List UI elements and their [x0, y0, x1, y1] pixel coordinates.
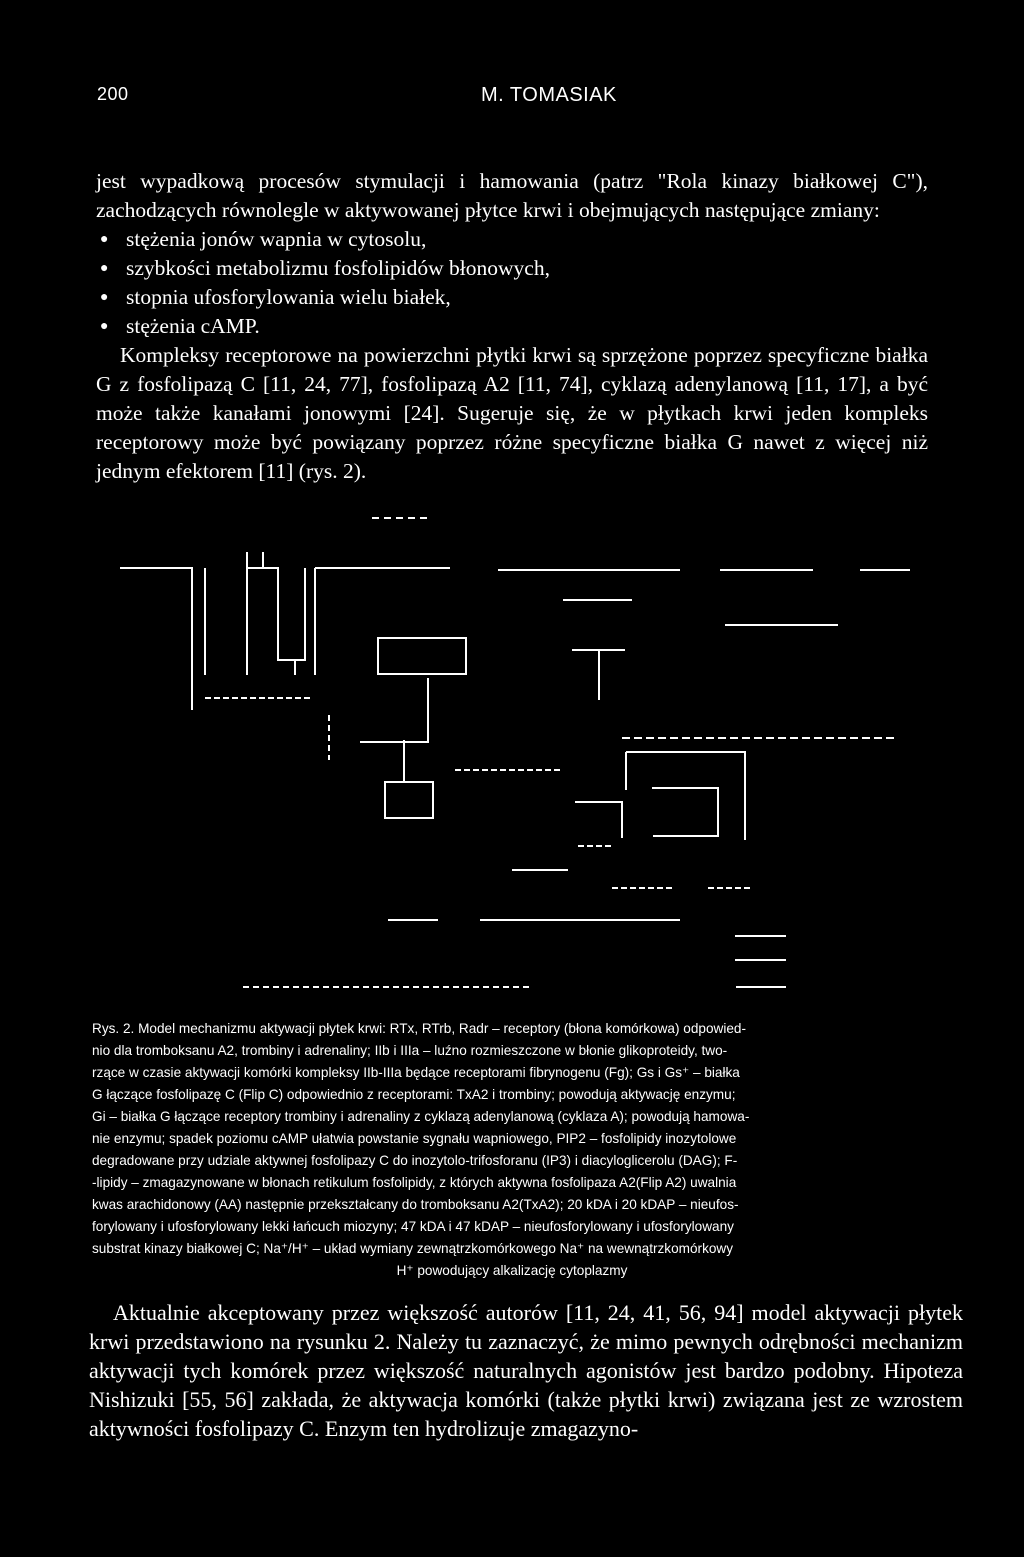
figure-2-diagram — [0, 500, 1024, 1000]
caption-line: Gi – białka G łączące receptory trombiny i adrenaliny z cyklazą adenylanową (cyklaza A); powodują hamowa- — [92, 1109, 750, 1124]
caption-line: degradowane przy udziale aktywnej fosfolipazy C do inozytolo-trifosforanu (IP3) i diacyloglicerolu (DAG); F- — [92, 1153, 738, 1168]
caption-line: kwas arachidonowy (AA) następnie przekształcany do tromboksanu A2(TxA2); 20 kDA i 20 kDAP – nieufos- — [92, 1197, 739, 1212]
paragraph-receptor-complexes: Kompleksy receptorowe na powierzchni płytki krwi są sprzężone poprzez specyficzne białka G z fosfolipazą C [11, 24, 77], fosfolipazą A2 [11, 74], cyklazą adenylanową [11, 17], a być może także kanałami jonowymi [24]. Sugeruje się, że w płytkach krwi jeden kompleks receptorowy może być powiązany poprzez różne specyficzne białka G nawet z więcej niż jednym efektorem [11] (rys. 2). — [96, 343, 928, 483]
caption-line: rzące w czasie aktywacji komórki kompleksy IIb-IIIa będące receptorami fibrynogenu (Fg); Gs i Gs⁺ – białka — [92, 1065, 740, 1080]
caption-line: nie enzymu; spadek poziomu cAMP ułatwia powstanie sygnału wapniowego, PIP2 – fosfolipidy inozytolowe — [92, 1131, 737, 1146]
caption-line: substrat kinazy białkowej C; Na⁺/H⁺ – układ wymiany zewnątrzkomórkowego Na⁺ na wewnątrzkomórkowy — [92, 1241, 734, 1256]
caption-line: H⁺ powodujący alkalizację cytoplazmy — [396, 1263, 628, 1278]
diagram-lines — [120, 518, 910, 987]
body-text — [96, 167, 928, 486]
paragraph-text: Aktualnie akceptowany przez większość autorów [11, 24, 41, 56, 94] model aktywacji płytek krwi przedstawiono na rysunku 2. Należy tu zaznaczyć, że mimo pewnych odrębności mechanizm aktywacji tych komórek przez większość naturalnych agonistów jest bardzo podobny. Hipoteza Nishizuki [55, 56] zakłada, że aktywacja komórki (także płytki krwi) związana jest ze wzrostem aktywności fosfolipazy C. Enzym ten hydrolizuje zmagazyno- — [89, 1300, 963, 1441]
caption-line: G łączące fosfolipazę C (Flip C) odpowiednio z receptorami: TxA2 i trombiny; powodują aktywację enzymu; — [92, 1087, 736, 1102]
intro-paragraph: jest wypadkową procesów stymulacji i hamowania (patrz "Rola kinazy białkowej C"), zachodzących równolegle w aktywowanej płytce krwi i obejmujących następujące zmiany: — [96, 169, 928, 222]
figure-caption — [92, 1018, 932, 1282]
bullet-item: ● szybkości metabolizmu fosfolipidów błonowych, — [96, 254, 928, 283]
paragraph-current-model — [89, 1298, 963, 1443]
page-number: 200 — [97, 84, 129, 104]
running-head: M. TOMASIAK — [481, 84, 617, 106]
caption-line: Rys. 2. Model mechanizmu aktywacji płytek krwi: RTx, RTrb, Radr – receptory (błona komórkowa) odpowied- — [92, 1021, 746, 1036]
bullet-item: ● stężenia jonów wapnia w cytosolu, — [96, 225, 928, 254]
bullet-item: ● stopnia ufosforylowania wielu białek, — [96, 283, 928, 312]
caption-line: forylowany i ufosforylowany lekki łańcuch miozyny; 47 kDA i 47 kDAP – nieufosforylowany i ufosforylowany — [92, 1219, 734, 1234]
bullet-item: ● stężenia cAMP. — [96, 312, 928, 341]
caption-line: nio dla tromboksanu A2, trombiny i adrenaliny; IIb i IIIa – luźno rozmieszczone w błonie glikoproteidy, two- — [92, 1043, 728, 1058]
caption-line: -lipidy – zmagazynowane w błonach retikulum fosfolipidy, z których aktywna fosfolipaza A2(Flip A2) uwalnia — [92, 1175, 737, 1190]
bullet-list — [96, 225, 928, 341]
